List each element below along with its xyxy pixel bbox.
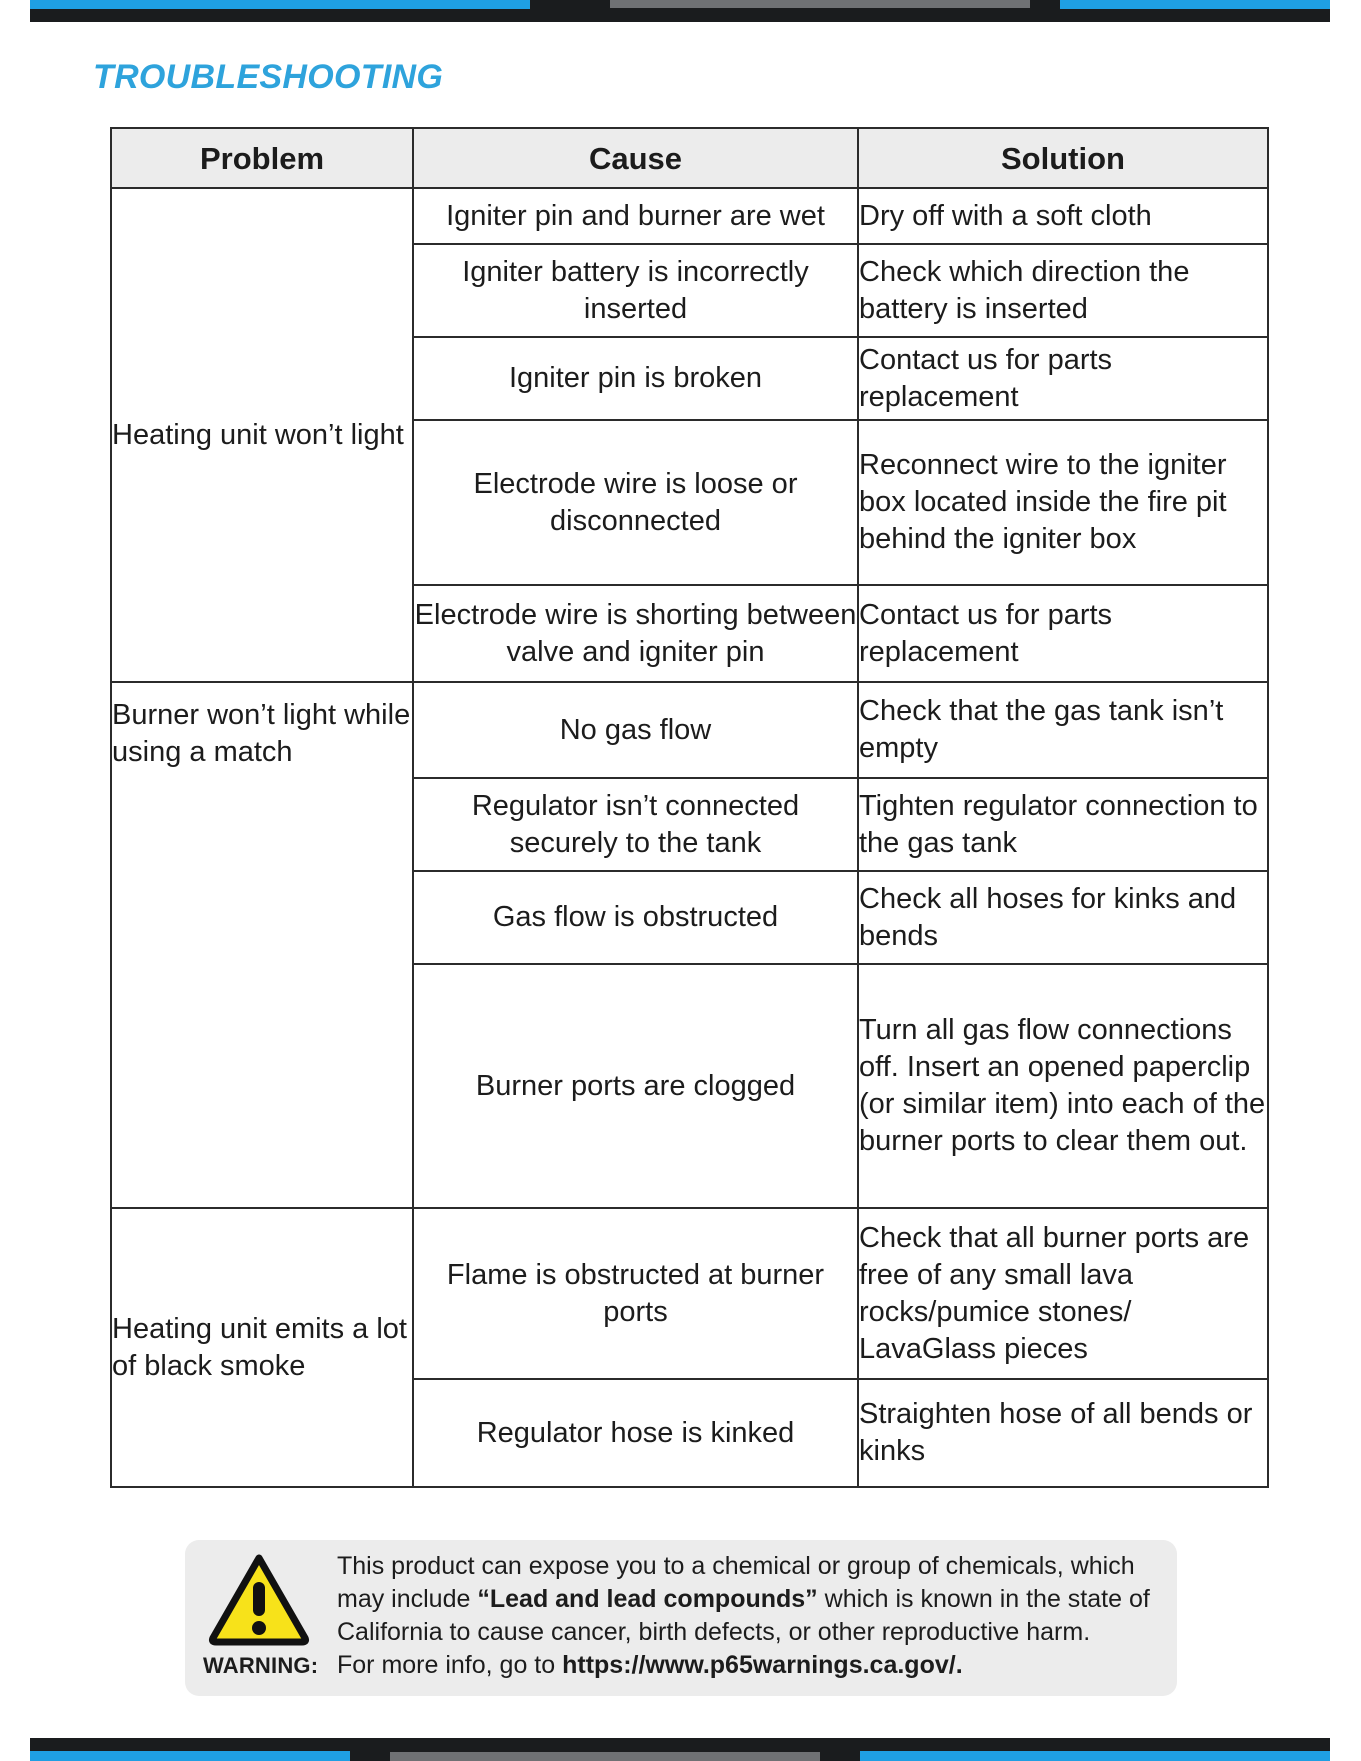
solution-cell: Check all hoses for kinks and bends xyxy=(858,871,1268,964)
warning-line xyxy=(337,1649,1167,1682)
warning-text xyxy=(337,1550,1167,1682)
warning-text-fragment: which is known in the state of xyxy=(817,1585,1150,1613)
problem-cell: Heating unit won’t light xyxy=(111,188,413,682)
solution-cell: Check that the gas tank isn’t empty xyxy=(858,682,1268,778)
cause-cell: Regulator isn’t connected securely to the tank xyxy=(413,778,858,871)
cause-cell: No gas flow xyxy=(413,682,858,778)
page-title: TROUBLESHOOTING xyxy=(93,58,444,96)
warning-triangle-icon xyxy=(207,1552,311,1646)
solution-cell: Dry off with a soft cloth xyxy=(858,188,1268,244)
warning-text-fragment: may include xyxy=(337,1585,478,1613)
bottom-decorative-band xyxy=(30,1738,1330,1761)
cause-cell: Electrode wire is shorting between valve and igniter pin xyxy=(413,585,858,682)
cause-cell: Igniter battery is incorrectly inserted xyxy=(413,244,858,337)
warning-line xyxy=(337,1583,1167,1616)
problem-cell: Burner won’t light while using a match xyxy=(111,682,413,1208)
table-header-row xyxy=(111,128,1268,188)
table-row xyxy=(111,1208,1268,1379)
header-solution: Solution xyxy=(858,128,1268,188)
warning-chemical-name: “Lead and lead compounds” xyxy=(477,1585,818,1613)
cause-cell: Burner ports are clogged xyxy=(413,964,858,1208)
troubleshooting-table xyxy=(110,127,1269,1488)
table-row xyxy=(111,188,1268,244)
solution-cell: Tighten regulator connection to the gas tank xyxy=(858,778,1268,871)
solution-cell: Contact us for parts replacement xyxy=(858,585,1268,682)
top-decorative-band xyxy=(30,0,1330,22)
cause-cell: Electrode wire is loose or disconnected xyxy=(413,420,858,585)
cause-cell: Igniter pin and burner are wet xyxy=(413,188,858,244)
solution-cell: Check which direction the battery is inserted xyxy=(858,244,1268,337)
cause-cell: Flame is obstructed at burner ports xyxy=(413,1208,858,1379)
header-problem: Problem xyxy=(111,128,413,188)
prop65-warning-box xyxy=(185,1540,1177,1696)
solution-cell: Straighten hose of all bends or kinks xyxy=(858,1379,1268,1487)
warning-text-fragment: For more info, go to xyxy=(337,1651,563,1679)
warning-line: California to cause cancer, birth defects, or other reproductive harm. xyxy=(337,1618,1091,1646)
cause-cell: Igniter pin is broken xyxy=(413,337,858,420)
solution-cell: Reconnect wire to the igniter box located inside the fire pit behind the igniter box xyxy=(858,420,1268,585)
solution-cell: Check that all burner ports are free of any small lava rocks/pumice stones/ LavaGlass pieces xyxy=(858,1208,1268,1379)
warning-link[interactable]: https://www.p65warnings.ca.gov/. xyxy=(562,1651,963,1679)
warning-label: WARNING: xyxy=(203,1653,319,1678)
warning-line: This product can expose you to a chemical or group of chemicals, which xyxy=(337,1552,1135,1580)
cause-cell: Gas flow is obstructed xyxy=(413,871,858,964)
solution-cell: Turn all gas flow connections off. Insert an opened paperclip (or similar item) into each of the burner ports to clear them out. xyxy=(858,964,1268,1208)
problem-cell: Heating unit emits a lot of black smoke xyxy=(111,1208,413,1487)
cause-cell: Regulator hose is kinked xyxy=(413,1379,858,1487)
header-cause: Cause xyxy=(413,128,858,188)
solution-cell: Contact us for parts replacement xyxy=(858,337,1268,420)
table-row xyxy=(111,682,1268,778)
